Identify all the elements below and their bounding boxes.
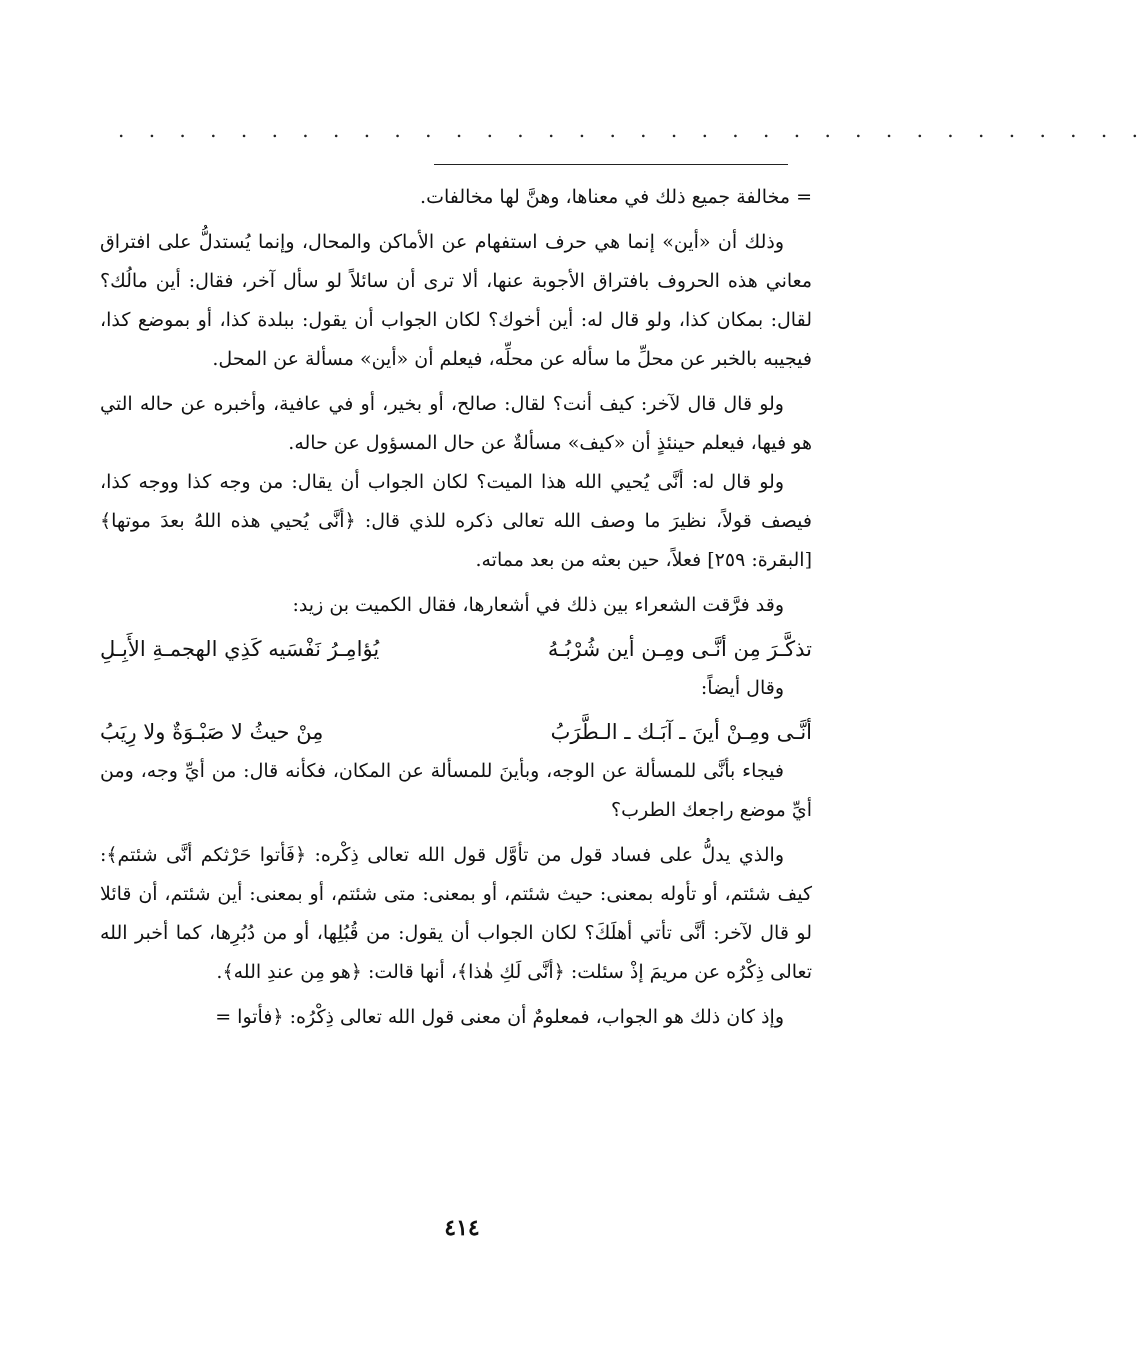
paragraph-explanation: فيجاء بأنَّى للمسألة عن الوجه، وبأينَ للمسألة عن المكان، فكأنه قال: من أيِّ وجه، ومن أيِّ موضع راجعك الطرب؟ [100,760,812,821]
paragraph-poets: وقد فرَّقت الشعراء بين ذلك في أشعارها، فقال الكميت بن زيد: [292,594,784,616]
paragraph-conclusion: وإذ كان ذلك هو الجواب، فمعلومٌ أن معنى قول الله تعالى ذِكْرُه: ﴿فأتوا = [215,1006,784,1028]
paragraph-argument: والذي يدلُّ على فساد قول من تأوَّل قول الله تعالى ذِكْره: ﴿فَأتوا حَرْثكم أنَّى شئتم﴾: كيف شئتم، أو تأوله بمعنى: حيث شئتم، أو بمعنى: متى شئتم، أو بمعنى: أين شئتم، أن قائلا لو قال لآخر: أنَّى تأتي أهلَكَ؟ لكان الجواب أن يقول: من قُبُلِها، أو من دُبُرِها، كما أخبر الله تعالى ذِكْرُه عن مريمَ إذْ سئلت: ﴿أنَّى لَكِ هٰذا﴾، أنها قالت: ﴿هو مِن عندِ الله﴾. [100,844,812,983]
verse-first-hemistich: تذكَّـرَ مِن أنَّـى ومِـن أين شُرْبُـهُ [547,637,812,661]
paragraph-continuation: = مخالفة جميع ذلك في معناها، وهنَّ لها مخالفات. [420,186,812,208]
paragraph-anna: ولو قال له: أنَّى يُحيي الله هذا الميت؟ لكان الجواب أن يقال: من وجه كذا ووجه كذا، فيصف قولاً، نظيرَ ما وصف الله تعالى ذكره للذي قال: ﴿أنَّى يُحيي هذه اللهُ بعدَ موتها﴾ [البقرة: ٢٥٩] فعلاً، حين بعثه من بعد مماته. [100,471,812,571]
paragraph-ayna: وذلك أن «أين» إنما هي حرف استفهام عن الأماكن والمحال، وإنما يُستدلُّ على افتراق معاني هذه الحروف بافتراق الأجوبة عنها، ألا ترى أن سائلاً لو سأل آخر، فقال: أين مالُك؟ لقال: بمكان كذا، ولو قال له: أين أخوك؟ لكان الجواب أن يقول: ببلدة كذا، أو بموضع كذا، فيجيبه بالخبر عن محلِّ ما سأله عن محلِّه، فيعلم أن «أين» مسألة عن المحل. [100,231,812,370]
verse-first-hemistich: أنَّـى ومِـنْ أينَ ـ آبَـك ـ الـطَّرَبُ [550,720,812,744]
paragraph-kayfa: ولو قال قال لآخر: كيف أنت؟ لقال: صالح، أو بخير، أو في عافية، وأخبره عن حاله التي هو فيها، فيعلم حينئذٍ أن «كيف» مسألةٌ عن حال المسؤول عن حاله. [100,393,812,454]
verse-second-hemistich: مِنْ حيثُ لا صَبْـوَةٌ ولا رِيَبُ [100,720,324,744]
page-number: ٤١٤ [444,1215,480,1241]
footnote-separator-rule [434,164,788,165]
verse-second-hemistich: يُؤامِـرُ نَفْسَيه كَذِي الهجمـةِ الأَبِـلِ [100,637,380,661]
verse-kumait-2 [100,712,812,752]
footnote-separator-dots: . . . . . . . . . . . . . . . . . . . . . . . . . . . . . . . . . . [118,118,1147,142]
verse-kumait-1 [100,629,812,669]
verse-intro: وقال أيضاً: [700,677,784,699]
body-text [100,178,812,1037]
